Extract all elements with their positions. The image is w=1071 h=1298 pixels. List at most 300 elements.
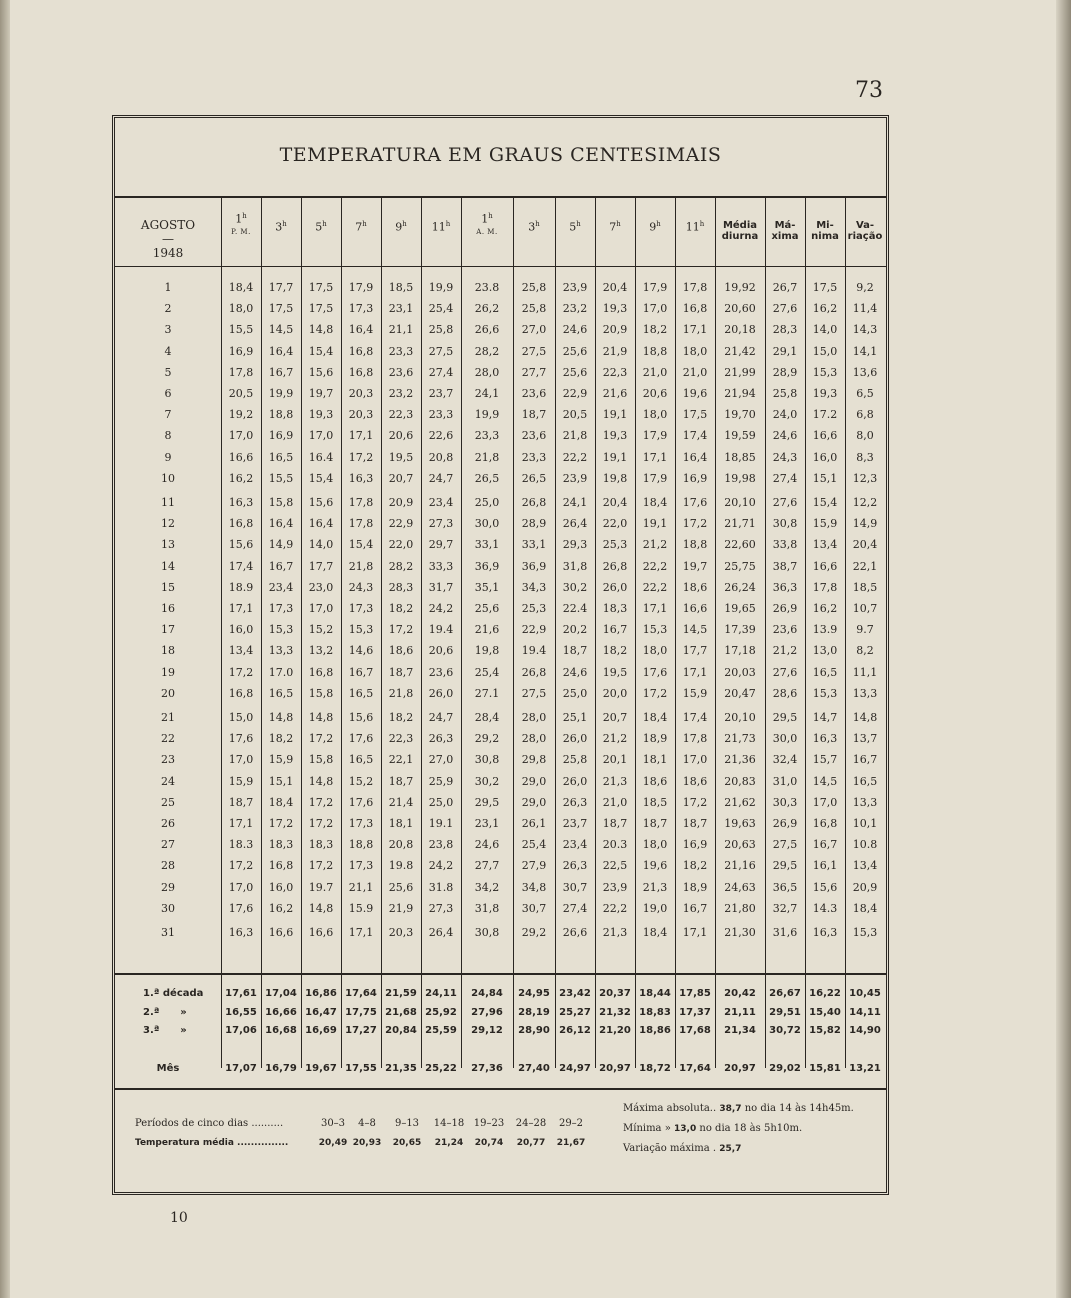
value-cell: 16,7 — [682, 901, 708, 915]
day-cell: 10 — [161, 471, 175, 485]
value-cell: 18,7 — [562, 644, 588, 658]
value-cell: 18,2 — [388, 602, 414, 615]
value-cell: 22,3 — [388, 408, 414, 422]
value-cell: 19,8 — [602, 471, 628, 485]
value-cell: 16,7 — [602, 623, 628, 637]
value-cell: 18,8 — [642, 344, 668, 358]
value-cell: 25,8 — [428, 323, 454, 337]
value-cell: 16,6 — [308, 926, 334, 939]
day-cell: 20 — [161, 686, 175, 700]
value-cell: 21,1 — [388, 323, 414, 337]
day-cell: 22 — [161, 732, 175, 746]
day-cell: 9 — [164, 450, 172, 464]
value-cell: 29,3 — [562, 538, 588, 552]
value-cell: 19,1 — [602, 450, 628, 464]
value-cell: 36,3 — [772, 580, 798, 594]
value-cell: 22,2 — [642, 559, 668, 573]
value-cell: 23,7 — [562, 817, 588, 830]
table-row — [115, 299, 886, 319]
hour-unit: h — [445, 220, 451, 228]
hour-unit: h — [488, 212, 493, 220]
table-row — [115, 578, 886, 598]
value-cell: 17,6 — [228, 732, 254, 746]
value-cell: 13,4 — [228, 644, 254, 658]
month-value-cell: 17,07 — [225, 1063, 257, 1074]
hour-number: 1 — [481, 212, 489, 226]
value-cell: 19,9 — [474, 408, 500, 422]
value-cell: 14,1 — [852, 344, 878, 358]
value-cell: 31,8 — [474, 901, 500, 915]
value-cell: 13,4 — [812, 538, 838, 552]
value-cell: 23,1 — [474, 817, 500, 830]
hour-label — [513, 218, 555, 234]
value-cell: 17,1 — [348, 429, 374, 443]
value-cell: 28,9 — [521, 517, 547, 531]
value-cell: 16,7 — [812, 838, 838, 852]
month-value-cell: 15,81 — [809, 1063, 841, 1074]
value-cell: 20,60 — [724, 302, 756, 316]
value-cell: 18,8 — [268, 408, 294, 422]
value-cell: 22,2 — [642, 580, 668, 594]
hour-number: 5 — [315, 220, 323, 234]
value-cell: 26,3 — [562, 859, 588, 873]
value-cell: 18,3 — [268, 838, 294, 852]
value-cell: 18,4 — [642, 711, 668, 724]
table-row — [115, 448, 886, 468]
value-cell: 22,9 — [521, 623, 547, 637]
value-cell: 20,63 — [724, 838, 756, 852]
value-cell: 19.7 — [308, 880, 334, 894]
hour-number: 7 — [355, 220, 363, 234]
value-cell: 21,8 — [562, 429, 588, 443]
table-row — [115, 772, 886, 792]
value-cell: 17,9 — [642, 471, 668, 485]
value-cell: 19,98 — [724, 471, 756, 485]
period-range: 24–28 — [515, 1118, 547, 1129]
value-cell: 17,2 — [228, 665, 254, 679]
summary-cell: 30,72 — [769, 1025, 801, 1036]
value-cell: 16,2 — [268, 901, 294, 915]
value-cell: 20,4 — [602, 496, 628, 509]
value-cell: 15,1 — [812, 471, 838, 485]
value-cell: 17.0 — [268, 665, 294, 679]
value-cell: 14,0 — [812, 323, 838, 337]
value-cell: 17,0 — [228, 880, 254, 894]
summary-cell: 16,68 — [265, 1025, 297, 1036]
stat-header-line2: diurna — [721, 231, 759, 242]
value-cell: 15,6 — [308, 496, 334, 509]
value-cell: 20,3 — [388, 926, 414, 939]
value-cell: 21,42 — [724, 344, 756, 358]
value-cell: 21,94 — [724, 387, 756, 400]
value-cell: 31.8 — [428, 880, 454, 894]
value-cell: 17,39 — [724, 623, 756, 637]
value-cell: 16,8 — [228, 517, 254, 531]
temperature-table-frame — [112, 115, 889, 1195]
value-cell: 18,2 — [602, 644, 628, 658]
value-cell: 17,5 — [308, 281, 334, 294]
value-cell: 25,0 — [562, 686, 588, 700]
summary-cell: 26,12 — [559, 1025, 591, 1036]
value-cell: 16,6 — [682, 602, 708, 615]
value-cell: 20,4 — [602, 281, 628, 294]
value-cell: 20.3 — [602, 838, 628, 852]
day-cell: 27 — [161, 838, 175, 852]
value-cell: 23,9 — [562, 471, 588, 485]
value-cell: 16,1 — [812, 859, 838, 873]
summary-cell: 16,86 — [305, 988, 337, 999]
period-range: 30–3 — [320, 1118, 346, 1129]
value-cell: 17,5 — [682, 408, 708, 422]
table-title: TEMPERATURA EM GRAUS CENTESIMAIS — [279, 144, 722, 166]
value-cell: 21,2 — [602, 732, 628, 746]
value-cell: 26,24 — [724, 580, 756, 594]
min-absolute-line — [623, 1123, 802, 1134]
value-cell: 27,5 — [772, 838, 798, 852]
value-cell: 16,5 — [348, 686, 374, 700]
day-cell: 24 — [161, 774, 175, 788]
value-cell: 17,8 — [348, 496, 374, 509]
month-header — [119, 218, 217, 260]
value-cell: 25,3 — [602, 538, 628, 552]
value-cell: 20,9 — [388, 496, 414, 509]
table-row — [115, 663, 886, 683]
month-value-cell: 16,79 — [265, 1063, 297, 1074]
value-cell: 16,0 — [268, 880, 294, 894]
value-cell: 18,0 — [228, 302, 254, 316]
value-cell: 17,8 — [682, 281, 708, 294]
value-cell: 15,3 — [268, 623, 294, 637]
value-cell: 19,3 — [308, 408, 334, 422]
hour-header — [301, 218, 341, 234]
value-cell: 26,9 — [772, 602, 798, 615]
value-cell: 26,3 — [562, 795, 588, 809]
min-absolute-value: 13,0 — [674, 1124, 697, 1134]
day-cell: 29 — [161, 880, 175, 894]
value-cell: 12,2 — [852, 496, 878, 509]
summary-cell: 26,67 — [769, 988, 801, 999]
value-cell: 22,9 — [388, 517, 414, 531]
page-number: 73 — [855, 78, 883, 103]
value-cell: 16.4 — [308, 450, 334, 464]
value-cell: 9.7 — [856, 623, 874, 637]
value-cell: 31,7 — [428, 580, 454, 594]
value-cell: 17,4 — [682, 711, 708, 724]
periods-label: Períodos de cinco dias .......... — [135, 1118, 284, 1129]
summary-label: 2.ª » — [143, 1006, 187, 1018]
summary-cell: 20,37 — [599, 988, 631, 999]
value-cell: 14,8 — [852, 711, 878, 724]
value-cell: 27,7 — [521, 365, 547, 379]
summary-cell: 29,12 — [471, 1025, 503, 1036]
value-cell: 17,3 — [268, 602, 294, 615]
value-cell: 26,7 — [772, 281, 798, 294]
value-cell: 23,1 — [388, 302, 414, 316]
value-cell: 20,7 — [388, 471, 414, 485]
day-cell: 3 — [164, 323, 172, 337]
value-cell: 12,3 — [852, 471, 878, 485]
value-cell: 25,6 — [388, 880, 414, 894]
value-cell: 26,9 — [772, 817, 798, 830]
stat-header-line2: riação — [847, 231, 883, 242]
value-cell: 17,9 — [642, 429, 668, 443]
value-cell: 14,5 — [682, 623, 708, 637]
period-mean: 20,74 — [474, 1138, 504, 1148]
value-cell: 26,5 — [521, 471, 547, 485]
value-cell: 18.3 — [228, 838, 254, 852]
value-cell: 21,8 — [348, 559, 374, 573]
value-cell: 18,1 — [388, 817, 414, 830]
value-cell: 18,4 — [852, 901, 878, 915]
value-cell: 15,3 — [348, 623, 374, 637]
day-cell: 15 — [161, 580, 175, 594]
hour-label — [595, 218, 635, 234]
period-label: P. M. — [231, 227, 251, 236]
value-cell: 25,6 — [474, 602, 500, 615]
table-row — [115, 493, 886, 513]
value-cell: 33,8 — [772, 538, 798, 552]
value-cell: 19,63 — [724, 817, 756, 830]
value-cell: 17,1 — [682, 926, 708, 939]
value-cell: 15,9 — [228, 774, 254, 788]
value-cell: 16,9 — [228, 344, 254, 358]
value-cell: 15,6 — [348, 711, 374, 724]
value-cell: 30,7 — [521, 901, 547, 915]
value-cell: 24,3 — [348, 580, 374, 594]
value-cell: 18,7 — [521, 408, 547, 422]
value-cell: 15,4 — [308, 471, 334, 485]
min-absolute-description: no dia 18 às 5h10m. — [696, 1123, 803, 1134]
value-cell: 17,6 — [348, 795, 374, 809]
value-cell: 28,3 — [772, 323, 798, 337]
value-cell: 21,6 — [602, 387, 628, 400]
value-cell: 28,2 — [474, 344, 500, 358]
hour-label — [341, 218, 381, 234]
value-cell: 29,2 — [521, 926, 547, 939]
value-cell: 19,7 — [682, 559, 708, 573]
value-cell: 16,9 — [682, 838, 708, 852]
period-range: 19–23 — [473, 1118, 505, 1129]
value-cell: 29,5 — [474, 795, 500, 809]
value-cell: 15,8 — [308, 753, 334, 767]
hour-number: 3 — [275, 220, 283, 234]
value-cell: 35,1 — [474, 580, 500, 594]
value-cell: 33,1 — [521, 538, 547, 552]
max-variation-line — [623, 1143, 741, 1154]
table-row — [115, 620, 886, 640]
period-range: 4–8 — [358, 1118, 376, 1129]
hour-label — [675, 218, 715, 234]
value-cell: 19,6 — [642, 859, 668, 873]
value-cell: 21,0 — [642, 365, 668, 379]
hour-header — [381, 218, 421, 234]
value-cell: 20,2 — [562, 623, 588, 637]
value-cell: 16,5 — [852, 774, 878, 788]
summary-cell: 20,84 — [385, 1025, 417, 1036]
value-cell: 21,2 — [642, 538, 668, 552]
summary-cell: 21,59 — [385, 988, 417, 999]
summary-cell: 14,11 — [849, 1006, 881, 1018]
value-cell: 22,60 — [724, 538, 756, 552]
value-cell: 18,2 — [682, 859, 708, 873]
stat-header-line1: Média — [722, 220, 758, 231]
value-cell: 16,4 — [268, 344, 294, 358]
hour-number: 11 — [431, 220, 446, 234]
table-row — [115, 384, 886, 404]
value-cell: 18,1 — [642, 753, 668, 767]
month-value-cell: 19,67 — [305, 1063, 337, 1074]
value-cell: 14,9 — [268, 538, 294, 552]
hour-label — [461, 210, 513, 226]
value-cell: 23,9 — [562, 281, 588, 294]
value-cell: 17,3 — [348, 859, 374, 873]
day-cell: 19 — [161, 665, 175, 679]
value-cell: 34,3 — [521, 580, 547, 594]
value-cell: 16,5 — [268, 686, 294, 700]
table-row — [115, 856, 886, 876]
value-cell: 15,8 — [308, 686, 334, 700]
value-cell: 22,2 — [602, 901, 628, 915]
value-cell: 18,4 — [268, 795, 294, 809]
value-cell: 24,2 — [428, 859, 454, 873]
hour-header — [595, 218, 635, 234]
table-row — [115, 899, 886, 919]
value-cell: 15,4 — [308, 344, 334, 358]
value-cell: 14,6 — [348, 644, 374, 658]
hour-header — [261, 218, 301, 234]
summary-row — [115, 984, 886, 1004]
value-cell: 28,6 — [772, 686, 798, 700]
value-cell: 27,6 — [772, 496, 798, 509]
value-cell: 27.1 — [474, 686, 500, 700]
day-cell: 28 — [161, 859, 175, 873]
summary-cell: 29,51 — [769, 1006, 801, 1018]
day-cell: 31 — [161, 926, 175, 939]
value-cell: 21,3 — [642, 880, 668, 894]
value-cell: 20,03 — [724, 665, 756, 679]
table-row — [115, 814, 886, 834]
value-cell: 16,4 — [348, 323, 374, 337]
day-cell: 16 — [161, 602, 175, 615]
summary-cell: 17,27 — [345, 1025, 377, 1036]
table-row — [115, 514, 886, 534]
value-cell: 20,10 — [724, 496, 756, 509]
temperature-mean-label: Temperatura média ............... — [135, 1138, 289, 1148]
month-row — [115, 1059, 886, 1079]
value-cell: 20,6 — [388, 429, 414, 443]
value-cell: 16,8 — [682, 302, 708, 316]
value-cell: 30,0 — [772, 732, 798, 746]
value-cell: 30,8 — [474, 926, 500, 939]
period-mean: 20,49 — [318, 1138, 348, 1148]
value-cell: 17,2 — [682, 795, 708, 809]
value-cell: 21,73 — [724, 732, 756, 746]
month-dash: — — [162, 232, 174, 246]
month-value-cell: 21,35 — [385, 1063, 417, 1074]
value-cell: 27,7 — [474, 859, 500, 873]
value-cell: 31,8 — [562, 559, 588, 573]
value-cell: 22,3 — [388, 732, 414, 746]
value-cell: 13,3 — [268, 644, 294, 658]
value-cell: 17,1 — [642, 602, 668, 615]
book-spine-shadow — [0, 0, 10, 1298]
day-cell: 13 — [161, 538, 175, 552]
value-cell: 20,10 — [724, 711, 756, 724]
value-cell: 13,2 — [308, 644, 334, 658]
footer-number: 10 — [170, 1210, 188, 1226]
value-cell: 26,6 — [474, 323, 500, 337]
value-cell: 17.2 — [812, 408, 838, 422]
hour-number: 9 — [395, 220, 403, 234]
value-cell: 16,7 — [268, 365, 294, 379]
value-cell: 23,6 — [388, 365, 414, 379]
value-cell: 13,0 — [812, 644, 838, 658]
value-cell: 25,3 — [521, 602, 547, 615]
max-absolute-line — [623, 1103, 854, 1114]
summary-cell: 24,95 — [518, 988, 550, 999]
value-cell: 22,9 — [562, 387, 588, 400]
value-cell: 17,1 — [642, 450, 668, 464]
value-cell: 19,3 — [602, 302, 628, 316]
value-cell: 23,3 — [428, 408, 454, 422]
value-cell: 17,0 — [308, 602, 334, 615]
value-cell: 17,3 — [348, 602, 374, 615]
value-cell: 29,2 — [474, 732, 500, 746]
value-cell: 15,0 — [228, 711, 254, 724]
value-cell: 21,62 — [724, 795, 756, 809]
value-cell: 27,5 — [521, 686, 547, 700]
value-cell: 16,3 — [812, 926, 838, 939]
value-cell: 11,1 — [852, 665, 878, 679]
value-cell: 26,2 — [474, 302, 500, 316]
hour-header — [341, 218, 381, 234]
value-cell: 18,85 — [724, 450, 756, 464]
max-variation-value: 25,7 — [719, 1144, 742, 1154]
value-cell: 18,7 — [602, 817, 628, 830]
value-cell: 17,7 — [308, 559, 334, 573]
value-cell: 18,7 — [388, 774, 414, 788]
value-cell: 18,0 — [642, 408, 668, 422]
value-cell: 29,5 — [772, 711, 798, 724]
value-cell: 21,1 — [348, 880, 374, 894]
summary-cell: 17,37 — [679, 1006, 711, 1018]
value-cell: 15,9 — [268, 753, 294, 767]
value-cell: 29,1 — [772, 344, 798, 358]
value-cell: 15,1 — [268, 774, 294, 788]
summary-cell: 27,96 — [471, 1006, 503, 1018]
max-absolute-description: no dia 14 às 14h45m. — [741, 1103, 854, 1114]
value-cell: 30,0 — [474, 517, 500, 531]
day-cell: 21 — [161, 711, 175, 724]
value-cell: 16,6 — [268, 926, 294, 939]
value-cell: 16,8 — [812, 817, 838, 830]
period-mean: 21,24 — [434, 1138, 464, 1148]
summary-cell: 24,84 — [471, 988, 503, 999]
table-row — [115, 923, 886, 943]
value-cell: 23,7 — [428, 387, 454, 400]
summary-cell: 16,69 — [305, 1025, 337, 1036]
max-absolute-value: 38,7 — [719, 1104, 742, 1114]
page-edge-shadow — [1056, 0, 1071, 1298]
value-cell: 23,6 — [428, 665, 454, 679]
value-cell: 15,2 — [308, 623, 334, 637]
value-cell: 33,3 — [428, 559, 454, 573]
summary-cell: 10,45 — [849, 988, 881, 999]
value-cell: 22,0 — [388, 538, 414, 552]
value-cell: 16,6 — [228, 450, 254, 464]
value-cell: 16,5 — [268, 450, 294, 464]
value-cell: 25,0 — [474, 496, 500, 509]
